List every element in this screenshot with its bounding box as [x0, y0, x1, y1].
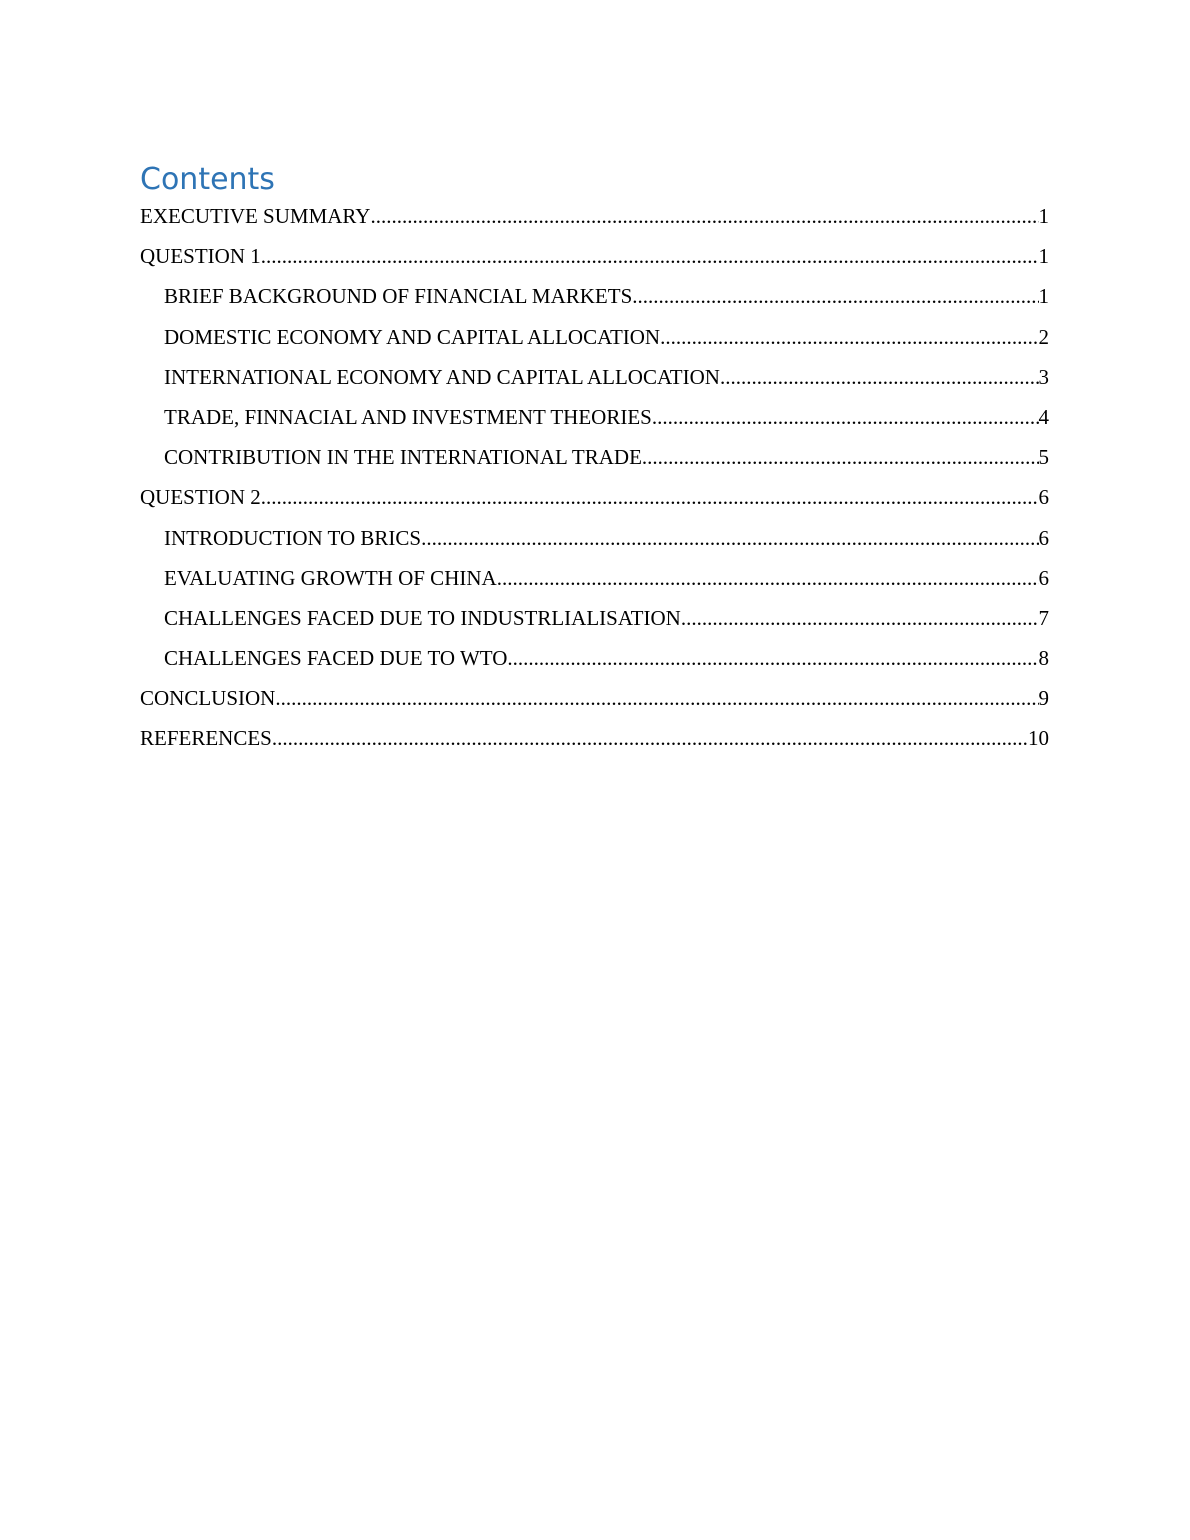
toc-dot-leader: [660, 321, 1038, 353]
toc-entry[interactable]: [140, 481, 1049, 521]
toc-entry-text: BRIEF BACKGROUND OF FINANCIAL MARKETS: [164, 284, 633, 309]
toc-page-number: 8: [1038, 646, 1049, 671]
toc-entry-text: INTRODUCTION TO BRICS: [164, 525, 422, 550]
toc-dot-leader: [681, 602, 1039, 634]
toc-page-number: 1: [1038, 284, 1049, 309]
toc-dot-leader: [632, 280, 1038, 312]
toc-entry-text: REFERENCES: [140, 726, 272, 751]
toc-page-number: 9: [1038, 686, 1049, 711]
toc-page-number: 10: [1028, 726, 1049, 751]
toc-entry-text: EXECUTIVE SUMMARY: [140, 204, 371, 228]
toc-subentry[interactable]: [140, 642, 1049, 682]
toc-entry[interactable]: [140, 722, 1049, 762]
toc-dot-leader: [497, 562, 1039, 594]
toc-subentry[interactable]: [140, 361, 1049, 401]
toc-dot-leader: [421, 522, 1038, 554]
toc-entry[interactable]: [140, 200, 1049, 240]
toc-subentry[interactable]: [140, 401, 1049, 441]
toc-entry-text: TRADE, FINNACIAL AND INVESTMENT THEORIES: [164, 404, 652, 429]
toc-page-number: 4: [1038, 404, 1049, 429]
toc-dot-leader: [642, 441, 1039, 473]
toc-subentry[interactable]: [140, 441, 1049, 481]
toc-entry-text: QUESTION 1: [140, 244, 261, 269]
toc-entry[interactable]: [140, 682, 1049, 722]
toc-entry[interactable]: [140, 240, 1049, 280]
toc-entry-text: QUESTION 2: [140, 485, 261, 510]
toc-subentry[interactable]: [140, 321, 1049, 361]
toc-page-number: 2: [1038, 324, 1049, 349]
toc-subentry[interactable]: [140, 562, 1049, 602]
toc-title: Contents: [140, 162, 275, 197]
toc-entry-text: INTERNATIONAL ECONOMY AND CAPITAL ALLOCATION: [164, 364, 720, 389]
table-of-contents: [140, 200, 1049, 763]
toc-page-number: 5: [1038, 445, 1049, 470]
toc-page-number: 1: [1038, 204, 1049, 228]
toc-entry-text: CONTRIBUTION IN THE INTERNATIONAL TRADE: [164, 445, 642, 470]
toc-page-number: 7: [1038, 605, 1049, 630]
toc-dot-leader: [275, 682, 1038, 714]
toc-entry-text: CHALLENGES FACED DUE TO INDUSTRLIALISATION: [164, 605, 681, 630]
toc-dot-leader: [261, 481, 1039, 513]
toc-entry-text: EVALUATING GROWTH OF CHINA: [164, 565, 497, 590]
toc-entry-text: CONCLUSION: [140, 686, 276, 711]
toc-dot-leader: [652, 401, 1039, 433]
toc-entry-text: DOMESTIC ECONOMY AND CAPITAL ALLOCATION: [164, 324, 661, 349]
toc-entry-text: CHALLENGES FACED DUE TO WTO: [164, 646, 508, 671]
toc-page-number: 3: [1038, 364, 1049, 389]
toc-page-number: 6: [1038, 565, 1049, 590]
toc-dot-leader: [507, 642, 1038, 674]
toc-page-number: 6: [1038, 485, 1049, 510]
toc-dot-leader: [720, 361, 1039, 393]
toc-page-number: 1: [1038, 244, 1049, 269]
toc-subentry[interactable]: [140, 522, 1049, 562]
toc-dot-leader: [261, 240, 1039, 272]
toc-subentry[interactable]: [140, 280, 1049, 320]
toc-dot-leader: [272, 722, 1028, 754]
toc-dot-leader: [370, 200, 1038, 232]
toc-subentry[interactable]: [140, 602, 1049, 642]
toc-page-number: 6: [1038, 525, 1049, 550]
